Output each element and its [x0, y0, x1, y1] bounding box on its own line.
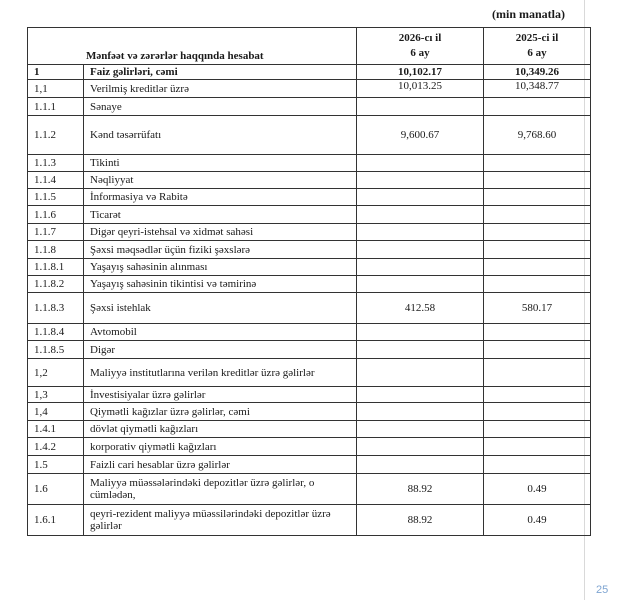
row-value-2025: [484, 155, 591, 172]
row-code: 1.1.1: [28, 98, 84, 116]
table-row: [28, 456, 591, 474]
row-value-2026: [357, 206, 484, 224]
row-value-2025: 580.17: [484, 293, 591, 324]
row-value-2025: [484, 438, 591, 456]
table-row: [28, 421, 591, 438]
table-header-row: [28, 28, 591, 65]
row-value-2026: [357, 98, 484, 116]
row-label: Digər: [84, 341, 357, 359]
row-value-2026: 10,013.25: [357, 80, 484, 98]
row-code: 1.1.8.4: [28, 324, 84, 341]
row-value-2026: [357, 189, 484, 206]
row-value-2025: 0.49: [484, 505, 591, 536]
row-value-2026: [357, 241, 484, 259]
table-row: [28, 438, 591, 456]
row-value-2026: [357, 438, 484, 456]
row-value-2025: [484, 172, 591, 189]
row-value-2026: [357, 403, 484, 421]
column-header-2025-year: 2025-ci il: [515, 32, 559, 44]
page-number: 25: [596, 584, 609, 596]
row-value-2026: [357, 276, 484, 293]
row-value-2025: [484, 259, 591, 276]
row-code: 1.1.8.2: [28, 276, 84, 293]
row-value-2026: [357, 456, 484, 474]
row-code: 1.1.8.3: [28, 293, 84, 324]
table-row: [28, 324, 591, 341]
row-label: İnformasiya və Rabitə: [84, 189, 357, 206]
row-label: dövlət qiymətli kağızları: [84, 421, 357, 438]
row-value-2026: 412.58: [357, 293, 484, 324]
row-code: 1.6: [28, 474, 84, 505]
row-code: 1.4.1: [28, 421, 84, 438]
table-body: [28, 65, 591, 536]
row-value-2026: [357, 359, 484, 387]
row-label: Faiz gəlirləri, cəmi: [84, 65, 357, 80]
column-header-2026: [357, 28, 484, 65]
row-label: Faizli cari hesablar üzrə gəlirlər: [84, 456, 357, 474]
table-row: [28, 98, 591, 116]
income-statement-table: [27, 27, 591, 536]
row-label: Qiymətli kağızlar üzrə gəlirlər, cəmi: [84, 403, 357, 421]
row-label: Maliyyə institutlarına verilən kreditlər üzrə gəlirlər: [84, 359, 357, 387]
row-value-2025: [484, 359, 591, 387]
column-header-2026-year: 2026-cı il: [398, 32, 442, 44]
row-code: 1,2: [28, 359, 84, 387]
table-row: [28, 259, 591, 276]
row-label: korporativ qiymətli kağızları: [84, 438, 357, 456]
row-code: 1.1.8.1: [28, 259, 84, 276]
row-value-2026: 9,600.67: [357, 116, 484, 155]
table-row: [28, 224, 591, 241]
row-code: 1: [28, 65, 84, 80]
row-value-2026: [357, 155, 484, 172]
row-value-2026: [357, 259, 484, 276]
row-value-2026: [357, 421, 484, 438]
table-row: [28, 403, 591, 421]
row-value-2025: [484, 421, 591, 438]
row-value-2025: [484, 98, 591, 116]
row-label: Verilmiş kreditlər üzrə: [84, 80, 357, 98]
table-row: [28, 387, 591, 403]
row-value-2026: 88.92: [357, 505, 484, 536]
row-code: 1.1.4: [28, 172, 84, 189]
table-row: [28, 276, 591, 293]
row-label: Tikinti: [84, 155, 357, 172]
row-code: 1.1.7: [28, 224, 84, 241]
row-value-2025: [484, 403, 591, 421]
row-value-2025: [484, 241, 591, 259]
report-title: Mənfəət və zərərlər haqqında hesabat: [28, 28, 357, 65]
row-code: 1,4: [28, 403, 84, 421]
row-code: 1,3: [28, 387, 84, 403]
row-code: 1.1.2: [28, 116, 84, 155]
row-label: Yaşayış sahəsinin alınması: [84, 259, 357, 276]
column-header-2025-period: 6 ay: [527, 47, 547, 59]
table-row: [28, 189, 591, 206]
row-label: Maliyyə müəssələrindəki depozitlər üzrə gəlirlər, o cümlədən,: [84, 474, 357, 505]
row-label: İnvestisiyalar üzrə gəlirlər: [84, 387, 357, 403]
row-value-2025: [484, 276, 591, 293]
row-code: 1.1.6: [28, 206, 84, 224]
row-label: Kənd təsərrüfatı: [84, 116, 357, 155]
row-value-2026: [357, 324, 484, 341]
row-value-2025: [484, 224, 591, 241]
row-label: Avtomobil: [84, 324, 357, 341]
row-value-2025: 10,349.26: [484, 65, 591, 80]
table-row: [28, 116, 591, 155]
table-row: [28, 206, 591, 224]
row-label: Şəxsi məqsədlər üçün fiziki şəxslərə: [84, 241, 357, 259]
row-value-2025: [484, 324, 591, 341]
row-value-2025: 9,768.60: [484, 116, 591, 155]
row-code: 1.1.5: [28, 189, 84, 206]
table-row: [28, 505, 591, 536]
row-label: Şəxsi istehlak: [84, 293, 357, 324]
unit-note: (min manatla): [492, 7, 565, 21]
column-header-2025: [484, 28, 591, 65]
column-header-2026-period: 6 ay: [410, 47, 430, 59]
row-value-2026: [357, 387, 484, 403]
row-label: Nəqliyyat: [84, 172, 357, 189]
table-row: [28, 80, 591, 98]
row-value-2026: [357, 341, 484, 359]
row-code: 1.1.8: [28, 241, 84, 259]
table-row: [28, 241, 591, 259]
row-value-2025: [484, 189, 591, 206]
row-value-2025: [484, 456, 591, 474]
row-label: Digər qeyri-istehsal və xidmət sahəsi: [84, 224, 357, 241]
row-value-2025: 0.49: [484, 474, 591, 505]
table-row: [28, 293, 591, 324]
row-code: 1.6.1: [28, 505, 84, 536]
row-label: Ticarət: [84, 206, 357, 224]
row-label: qeyri-rezident maliyyə müəssilərindəki depozitlər üzrə gəlirlər: [84, 505, 357, 536]
table-row: [28, 359, 591, 387]
row-value-2026: [357, 172, 484, 189]
row-value-2026: 88.92: [357, 474, 484, 505]
row-code: 1,1: [28, 80, 84, 98]
table-row: [28, 172, 591, 189]
row-value-2025: [484, 341, 591, 359]
row-value-2025: [484, 387, 591, 403]
table-row: [28, 341, 591, 359]
table-row: [28, 474, 591, 505]
row-value-2026: [357, 224, 484, 241]
row-label: Yaşayış sahəsinin tikintisi və təmirinə: [84, 276, 357, 293]
row-label: Sənaye: [84, 98, 357, 116]
row-code: 1.5: [28, 456, 84, 474]
row-value-2025: [484, 206, 591, 224]
row-code: 1.1.8.5: [28, 341, 84, 359]
row-value-2026: 10,102.17: [357, 65, 484, 80]
row-code: 1.1.3: [28, 155, 84, 172]
row-value-2025: 10,348.77: [484, 80, 591, 98]
table-row: [28, 155, 591, 172]
row-code: 1.4.2: [28, 438, 84, 456]
table-row: [28, 65, 591, 80]
